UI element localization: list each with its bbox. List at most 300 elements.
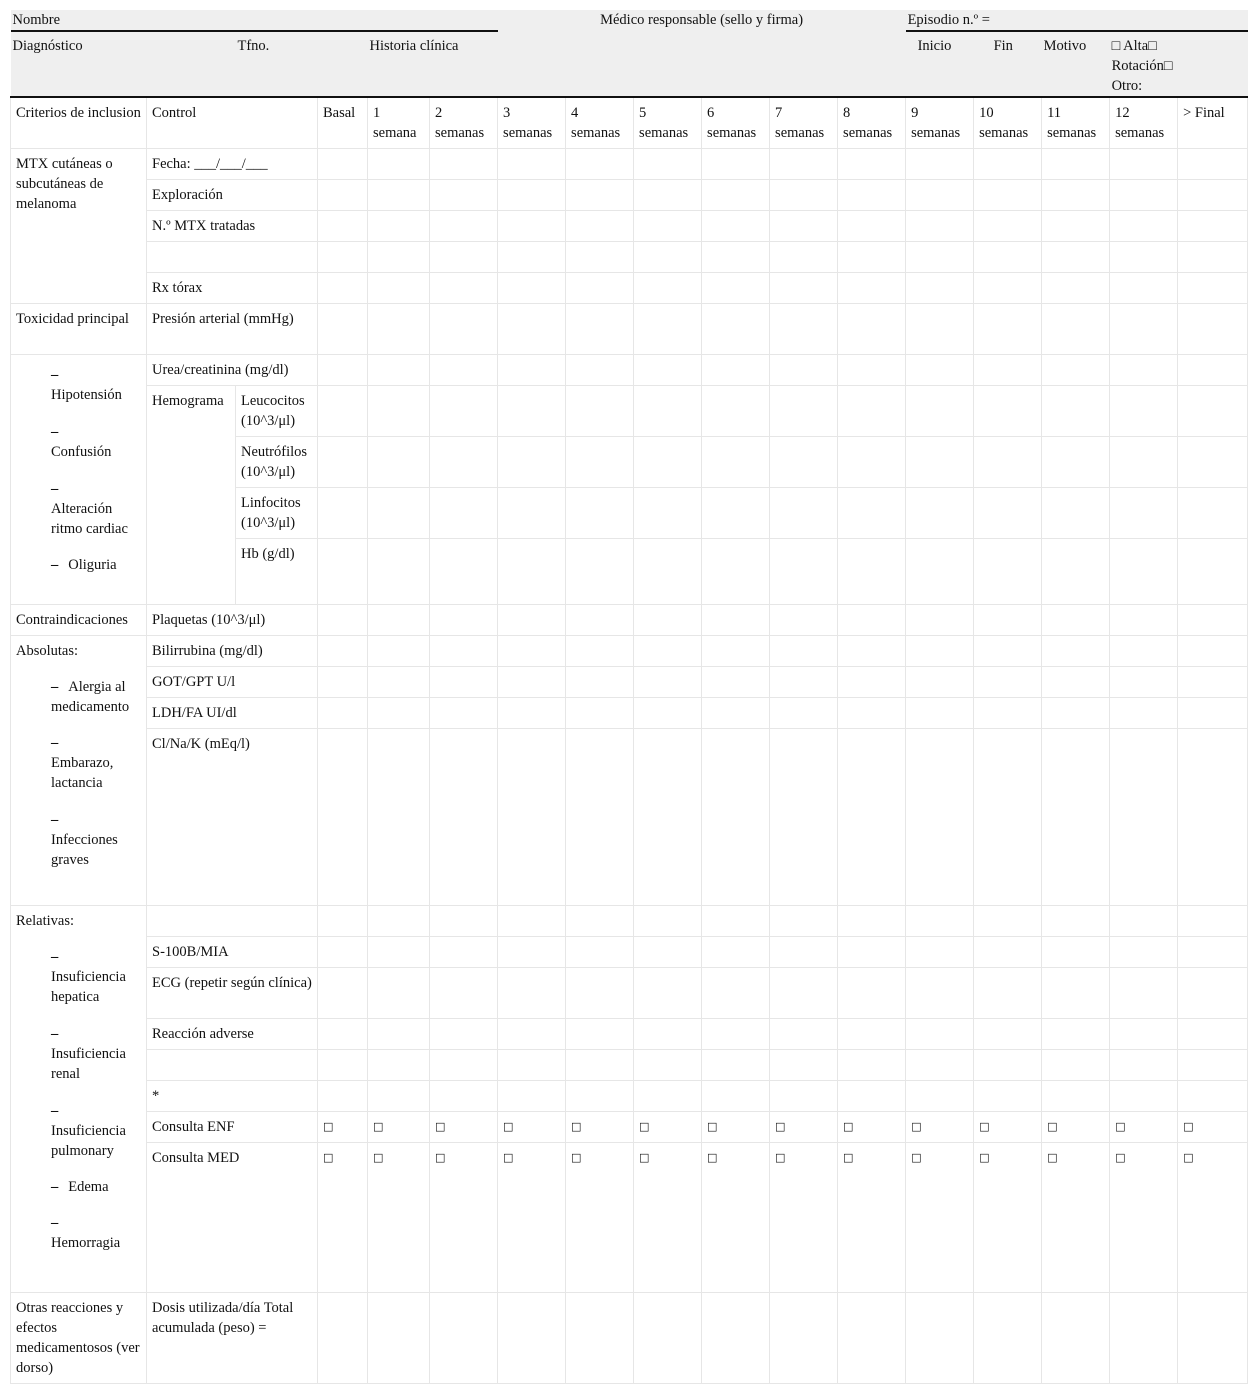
entry-cell[interactable] [974,906,1042,937]
entry-cell[interactable] [368,1081,430,1112]
entry-cell[interactable] [430,937,498,968]
checkbox[interactable]: □ [906,1143,974,1293]
entry-cell[interactable] [838,539,906,605]
entry-cell[interactable] [702,355,770,386]
checkbox[interactable]: □ [634,1143,702,1293]
entry-cell[interactable] [318,906,368,937]
entry-cell[interactable] [702,667,770,698]
entry-cell[interactable] [974,355,1042,386]
entry-cell[interactable] [430,539,498,605]
entry-cell[interactable] [974,667,1042,698]
entry-cell[interactable] [1110,906,1178,937]
entry-cell[interactable] [566,937,634,968]
entry-cell[interactable] [838,636,906,667]
entry-cell[interactable] [1042,488,1110,539]
checkbox[interactable]: □ [974,1143,1042,1293]
entry-cell[interactable] [498,906,566,937]
entry-cell[interactable] [1042,605,1110,636]
entry-cell[interactable] [498,1050,566,1081]
entry-cell[interactable] [368,242,430,273]
entry-cell[interactable] [702,149,770,180]
entry-cell[interactable] [430,968,498,1019]
entry-cell[interactable] [974,304,1042,355]
entry-cell[interactable] [498,355,566,386]
entry-cell[interactable] [974,1019,1042,1050]
entry-cell[interactable] [974,1050,1042,1081]
entry-cell[interactable] [906,1293,974,1384]
entry-cell[interactable] [838,211,906,242]
entry-cell[interactable] [770,1293,838,1384]
entry-cell[interactable] [702,273,770,304]
entry-cell[interactable] [318,667,368,698]
entry-cell[interactable] [634,1050,702,1081]
entry-cell[interactable] [430,1293,498,1384]
entry-cell[interactable] [1110,1019,1178,1050]
entry-cell[interactable] [1110,355,1178,386]
entry-cell[interactable] [1042,355,1110,386]
entry-cell[interactable] [498,211,566,242]
entry-cell[interactable] [702,488,770,539]
entry-cell[interactable] [634,211,702,242]
entry-cell[interactable] [498,149,566,180]
entry-cell[interactable] [1178,242,1248,273]
entry-cell[interactable] [838,1019,906,1050]
entry-cell[interactable] [566,636,634,667]
entry-cell[interactable] [368,906,430,937]
entry-cell[interactable] [770,906,838,937]
entry-cell[interactable] [498,667,566,698]
entry-cell[interactable] [906,667,974,698]
entry-cell[interactable] [318,1293,368,1384]
entry-cell[interactable] [634,437,702,488]
entry-cell[interactable] [1042,1081,1110,1112]
entry-cell[interactable] [566,968,634,1019]
entry-cell[interactable] [368,605,430,636]
entry-cell[interactable] [1110,273,1178,304]
entry-cell[interactable] [906,180,974,211]
entry-cell[interactable] [318,149,368,180]
entry-cell[interactable] [1178,968,1248,1019]
entry-cell[interactable] [770,211,838,242]
entry-cell[interactable] [770,437,838,488]
entry-cell[interactable] [974,242,1042,273]
checkbox[interactable]: □ [634,1112,702,1143]
entry-cell[interactable] [1178,149,1248,180]
entry-cell[interactable] [368,304,430,355]
entry-cell[interactable] [702,1293,770,1384]
entry-cell[interactable] [368,729,430,906]
entry-cell[interactable] [1110,488,1178,539]
entry-cell[interactable] [838,304,906,355]
entry-cell[interactable] [634,667,702,698]
rotacion-option[interactable]: Rotación□ [1111,58,1173,74]
entry-cell[interactable] [838,386,906,437]
checkbox[interactable]: □ [430,1112,498,1143]
entry-cell[interactable] [1110,437,1178,488]
entry-cell[interactable] [906,1081,974,1112]
entry-cell[interactable] [430,386,498,437]
entry-cell[interactable] [1178,437,1248,488]
entry-cell[interactable] [566,906,634,937]
entry-cell[interactable] [1110,211,1178,242]
entry-cell[interactable] [702,386,770,437]
entry-cell[interactable] [906,1050,974,1081]
entry-cell[interactable] [770,968,838,1019]
entry-cell[interactable] [634,539,702,605]
entry-cell[interactable] [974,729,1042,906]
entry-cell[interactable] [1178,667,1248,698]
entry-cell[interactable] [770,539,838,605]
entry-cell[interactable] [368,1050,430,1081]
entry-cell[interactable] [1110,1050,1178,1081]
entry-cell[interactable] [498,1019,566,1050]
entry-cell[interactable] [318,1050,368,1081]
entry-cell[interactable] [498,488,566,539]
checkbox[interactable]: □ [1178,1143,1248,1293]
entry-cell[interactable] [1042,937,1110,968]
entry-cell[interactable] [318,729,368,906]
entry-cell[interactable] [1178,1081,1248,1112]
entry-cell[interactable] [430,149,498,180]
entry-cell[interactable] [974,180,1042,211]
entry-cell[interactable] [566,304,634,355]
entry-cell[interactable] [498,539,566,605]
checkbox[interactable]: □ [770,1143,838,1293]
entry-cell[interactable] [974,149,1042,180]
entry-cell[interactable] [838,698,906,729]
entry-cell[interactable] [1042,698,1110,729]
entry-cell[interactable] [498,698,566,729]
entry-cell[interactable] [906,242,974,273]
entry-cell[interactable] [318,355,368,386]
entry-cell[interactable] [498,636,566,667]
entry-cell[interactable] [906,273,974,304]
entry-cell[interactable] [1178,386,1248,437]
alta-option[interactable]: □ Alta□ [1111,38,1157,54]
entry-cell[interactable] [634,906,702,937]
entry-cell[interactable] [974,437,1042,488]
entry-cell[interactable] [634,729,702,906]
entry-cell[interactable] [906,355,974,386]
entry-cell[interactable] [974,698,1042,729]
entry-cell[interactable] [566,698,634,729]
checkbox[interactable]: □ [368,1143,430,1293]
entry-cell[interactable] [1110,968,1178,1019]
entry-cell[interactable] [974,605,1042,636]
entry-cell[interactable] [702,304,770,355]
entry-cell[interactable] [1042,1050,1110,1081]
entry-cell[interactable] [430,180,498,211]
entry-cell[interactable] [498,437,566,488]
entry-cell[interactable] [1178,937,1248,968]
entry-cell[interactable] [770,180,838,211]
entry-cell[interactable] [702,211,770,242]
entry-cell[interactable] [566,488,634,539]
entry-cell[interactable] [1042,273,1110,304]
entry-cell[interactable] [1042,1293,1110,1384]
entry-cell[interactable] [838,180,906,211]
entry-cell[interactable] [566,211,634,242]
entry-cell[interactable] [974,1293,1042,1384]
entry-cell[interactable] [1110,386,1178,437]
checkbox[interactable]: □ [318,1112,368,1143]
entry-cell[interactable] [838,729,906,906]
entry-cell[interactable] [1042,242,1110,273]
entry-cell[interactable] [318,437,368,488]
entry-cell[interactable] [634,1019,702,1050]
entry-cell[interactable] [498,180,566,211]
entry-cell[interactable] [430,667,498,698]
entry-cell[interactable] [318,386,368,437]
entry-cell[interactable] [1110,605,1178,636]
entry-cell[interactable] [634,355,702,386]
entry-cell[interactable] [498,605,566,636]
entry-cell[interactable] [634,180,702,211]
entry-cell[interactable] [838,1081,906,1112]
entry-cell[interactable] [906,605,974,636]
entry-cell[interactable] [838,355,906,386]
entry-cell[interactable] [702,729,770,906]
entry-cell[interactable] [368,488,430,539]
entry-cell[interactable] [1178,729,1248,906]
entry-cell[interactable] [318,211,368,242]
entry-cell[interactable] [1042,304,1110,355]
checkbox[interactable]: □ [1042,1143,1110,1293]
entry-cell[interactable] [318,180,368,211]
entry-cell[interactable] [634,605,702,636]
entry-cell[interactable] [566,242,634,273]
entry-cell[interactable] [498,1293,566,1384]
entry-cell[interactable] [318,968,368,1019]
entry-cell[interactable] [566,386,634,437]
entry-cell[interactable] [974,386,1042,437]
otro-option[interactable]: Otro: [1111,78,1143,94]
entry-cell[interactable] [1178,355,1248,386]
entry-cell[interactable] [368,149,430,180]
entry-cell[interactable] [974,968,1042,1019]
entry-cell[interactable] [498,937,566,968]
entry-cell[interactable] [634,937,702,968]
entry-cell[interactable] [498,273,566,304]
entry-cell[interactable] [1178,488,1248,539]
entry-cell[interactable] [634,304,702,355]
entry-cell[interactable] [1110,1293,1178,1384]
entry-cell[interactable] [702,906,770,937]
entry-cell[interactable] [634,273,702,304]
checkbox[interactable]: □ [838,1143,906,1293]
entry-cell[interactable] [566,1081,634,1112]
entry-cell[interactable] [368,1293,430,1384]
entry-cell[interactable] [906,698,974,729]
entry-cell[interactable] [430,304,498,355]
entry-cell[interactable] [1110,242,1178,273]
entry-cell[interactable] [498,304,566,355]
entry-cell[interactable] [430,1050,498,1081]
entry-cell[interactable] [974,539,1042,605]
entry-cell[interactable] [566,355,634,386]
entry-cell[interactable] [566,539,634,605]
checkbox[interactable]: □ [770,1112,838,1143]
entry-cell[interactable] [702,937,770,968]
entry-cell[interactable] [634,488,702,539]
entry-cell[interactable] [838,605,906,636]
entry-cell[interactable] [1178,1019,1248,1050]
entry-cell[interactable] [702,698,770,729]
entry-cell[interactable] [430,636,498,667]
entry-cell[interactable] [702,539,770,605]
entry-cell[interactable] [770,698,838,729]
checkbox[interactable]: □ [702,1112,770,1143]
entry-cell[interactable] [634,636,702,667]
entry-cell[interactable] [702,1081,770,1112]
entry-cell[interactable] [1042,667,1110,698]
checkbox[interactable]: □ [906,1112,974,1143]
entry-cell[interactable] [368,539,430,605]
entry-cell[interactable] [1178,906,1248,937]
entry-cell[interactable] [566,1019,634,1050]
entry-cell[interactable] [498,968,566,1019]
entry-cell[interactable] [368,636,430,667]
entry-cell[interactable] [430,1081,498,1112]
entry-cell[interactable] [430,1019,498,1050]
entry-cell[interactable] [634,1293,702,1384]
entry-cell[interactable] [702,605,770,636]
entry-cell[interactable] [498,386,566,437]
entry-cell[interactable] [1110,539,1178,605]
entry-cell[interactable] [634,386,702,437]
entry-cell[interactable] [906,539,974,605]
entry-cell[interactable] [318,304,368,355]
entry-cell[interactable] [566,1293,634,1384]
entry-cell[interactable] [566,149,634,180]
checkbox[interactable]: □ [1110,1143,1178,1293]
entry-cell[interactable] [318,1081,368,1112]
entry-cell[interactable] [838,242,906,273]
entry-cell[interactable] [838,1050,906,1081]
entry-cell[interactable] [430,211,498,242]
entry-cell[interactable] [566,437,634,488]
entry-cell[interactable] [1042,968,1110,1019]
entry-cell[interactable] [906,729,974,906]
entry-cell[interactable] [430,698,498,729]
entry-cell[interactable] [318,636,368,667]
entry-cell[interactable] [906,304,974,355]
entry-cell[interactable] [1178,636,1248,667]
entry-cell[interactable] [1178,698,1248,729]
entry-cell[interactable] [498,242,566,273]
checkbox[interactable]: □ [566,1143,634,1293]
entry-cell[interactable] [1042,211,1110,242]
entry-cell[interactable] [1178,180,1248,211]
checkbox[interactable]: □ [974,1112,1042,1143]
entry-cell[interactable] [702,636,770,667]
entry-cell[interactable] [906,488,974,539]
entry-cell[interactable] [1178,1050,1248,1081]
entry-cell[interactable] [770,355,838,386]
entry-cell[interactable] [566,605,634,636]
entry-cell[interactable] [770,304,838,355]
entry-cell[interactable] [906,937,974,968]
entry-cell[interactable] [1042,149,1110,180]
entry-cell[interactable] [1110,304,1178,355]
entry-cell[interactable] [430,242,498,273]
entry-cell[interactable] [974,937,1042,968]
entry-cell[interactable] [1110,667,1178,698]
entry-cell[interactable] [430,273,498,304]
entry-cell[interactable] [1042,729,1110,906]
entry-cell[interactable] [318,539,368,605]
entry-cell[interactable] [770,149,838,180]
entry-cell[interactable] [368,1019,430,1050]
entry-cell[interactable] [838,1293,906,1384]
entry-cell[interactable] [566,667,634,698]
entry-cell[interactable] [1110,180,1178,211]
entry-cell[interactable] [430,605,498,636]
entry-cell[interactable] [1110,636,1178,667]
entry-cell[interactable] [906,906,974,937]
entry-cell[interactable] [1110,149,1178,180]
entry-cell[interactable] [770,1019,838,1050]
entry-cell[interactable] [838,488,906,539]
entry-cell[interactable] [770,386,838,437]
entry-cell[interactable] [318,605,368,636]
entry-cell[interactable] [566,180,634,211]
entry-cell[interactable] [368,698,430,729]
entry-cell[interactable] [1110,698,1178,729]
entry-cell[interactable] [368,386,430,437]
entry-cell[interactable] [498,1081,566,1112]
entry-cell[interactable] [770,667,838,698]
checkbox[interactable]: □ [430,1143,498,1293]
entry-cell[interactable] [430,729,498,906]
entry-cell[interactable] [1110,729,1178,906]
entry-cell[interactable] [838,437,906,488]
entry-cell[interactable] [702,180,770,211]
entry-cell[interactable] [1042,1019,1110,1050]
checkbox[interactable]: □ [368,1112,430,1143]
entry-cell[interactable] [368,355,430,386]
entry-cell[interactable] [430,906,498,937]
entry-cell[interactable] [368,211,430,242]
entry-cell[interactable] [318,1019,368,1050]
entry-cell[interactable] [634,1081,702,1112]
entry-cell[interactable] [770,605,838,636]
entry-cell[interactable] [368,273,430,304]
entry-cell[interactable] [1042,906,1110,937]
entry-cell[interactable] [906,636,974,667]
entry-cell[interactable] [634,968,702,1019]
entry-cell[interactable] [1110,937,1178,968]
entry-cell[interactable] [430,488,498,539]
entry-cell[interactable] [498,729,566,906]
entry-cell[interactable] [702,968,770,1019]
entry-cell[interactable] [974,273,1042,304]
entry-cell[interactable] [906,968,974,1019]
entry-cell[interactable] [318,488,368,539]
entry-cell[interactable] [634,149,702,180]
entry-cell[interactable] [430,355,498,386]
entry-cell[interactable] [318,273,368,304]
entry-cell[interactable] [702,437,770,488]
entry-cell[interactable] [906,1019,974,1050]
entry-cell[interactable] [770,1050,838,1081]
entry-cell[interactable] [1042,636,1110,667]
entry-cell[interactable] [770,937,838,968]
entry-cell[interactable] [906,386,974,437]
entry-cell[interactable] [1042,437,1110,488]
checkbox[interactable]: □ [1042,1112,1110,1143]
entry-cell[interactable] [974,211,1042,242]
